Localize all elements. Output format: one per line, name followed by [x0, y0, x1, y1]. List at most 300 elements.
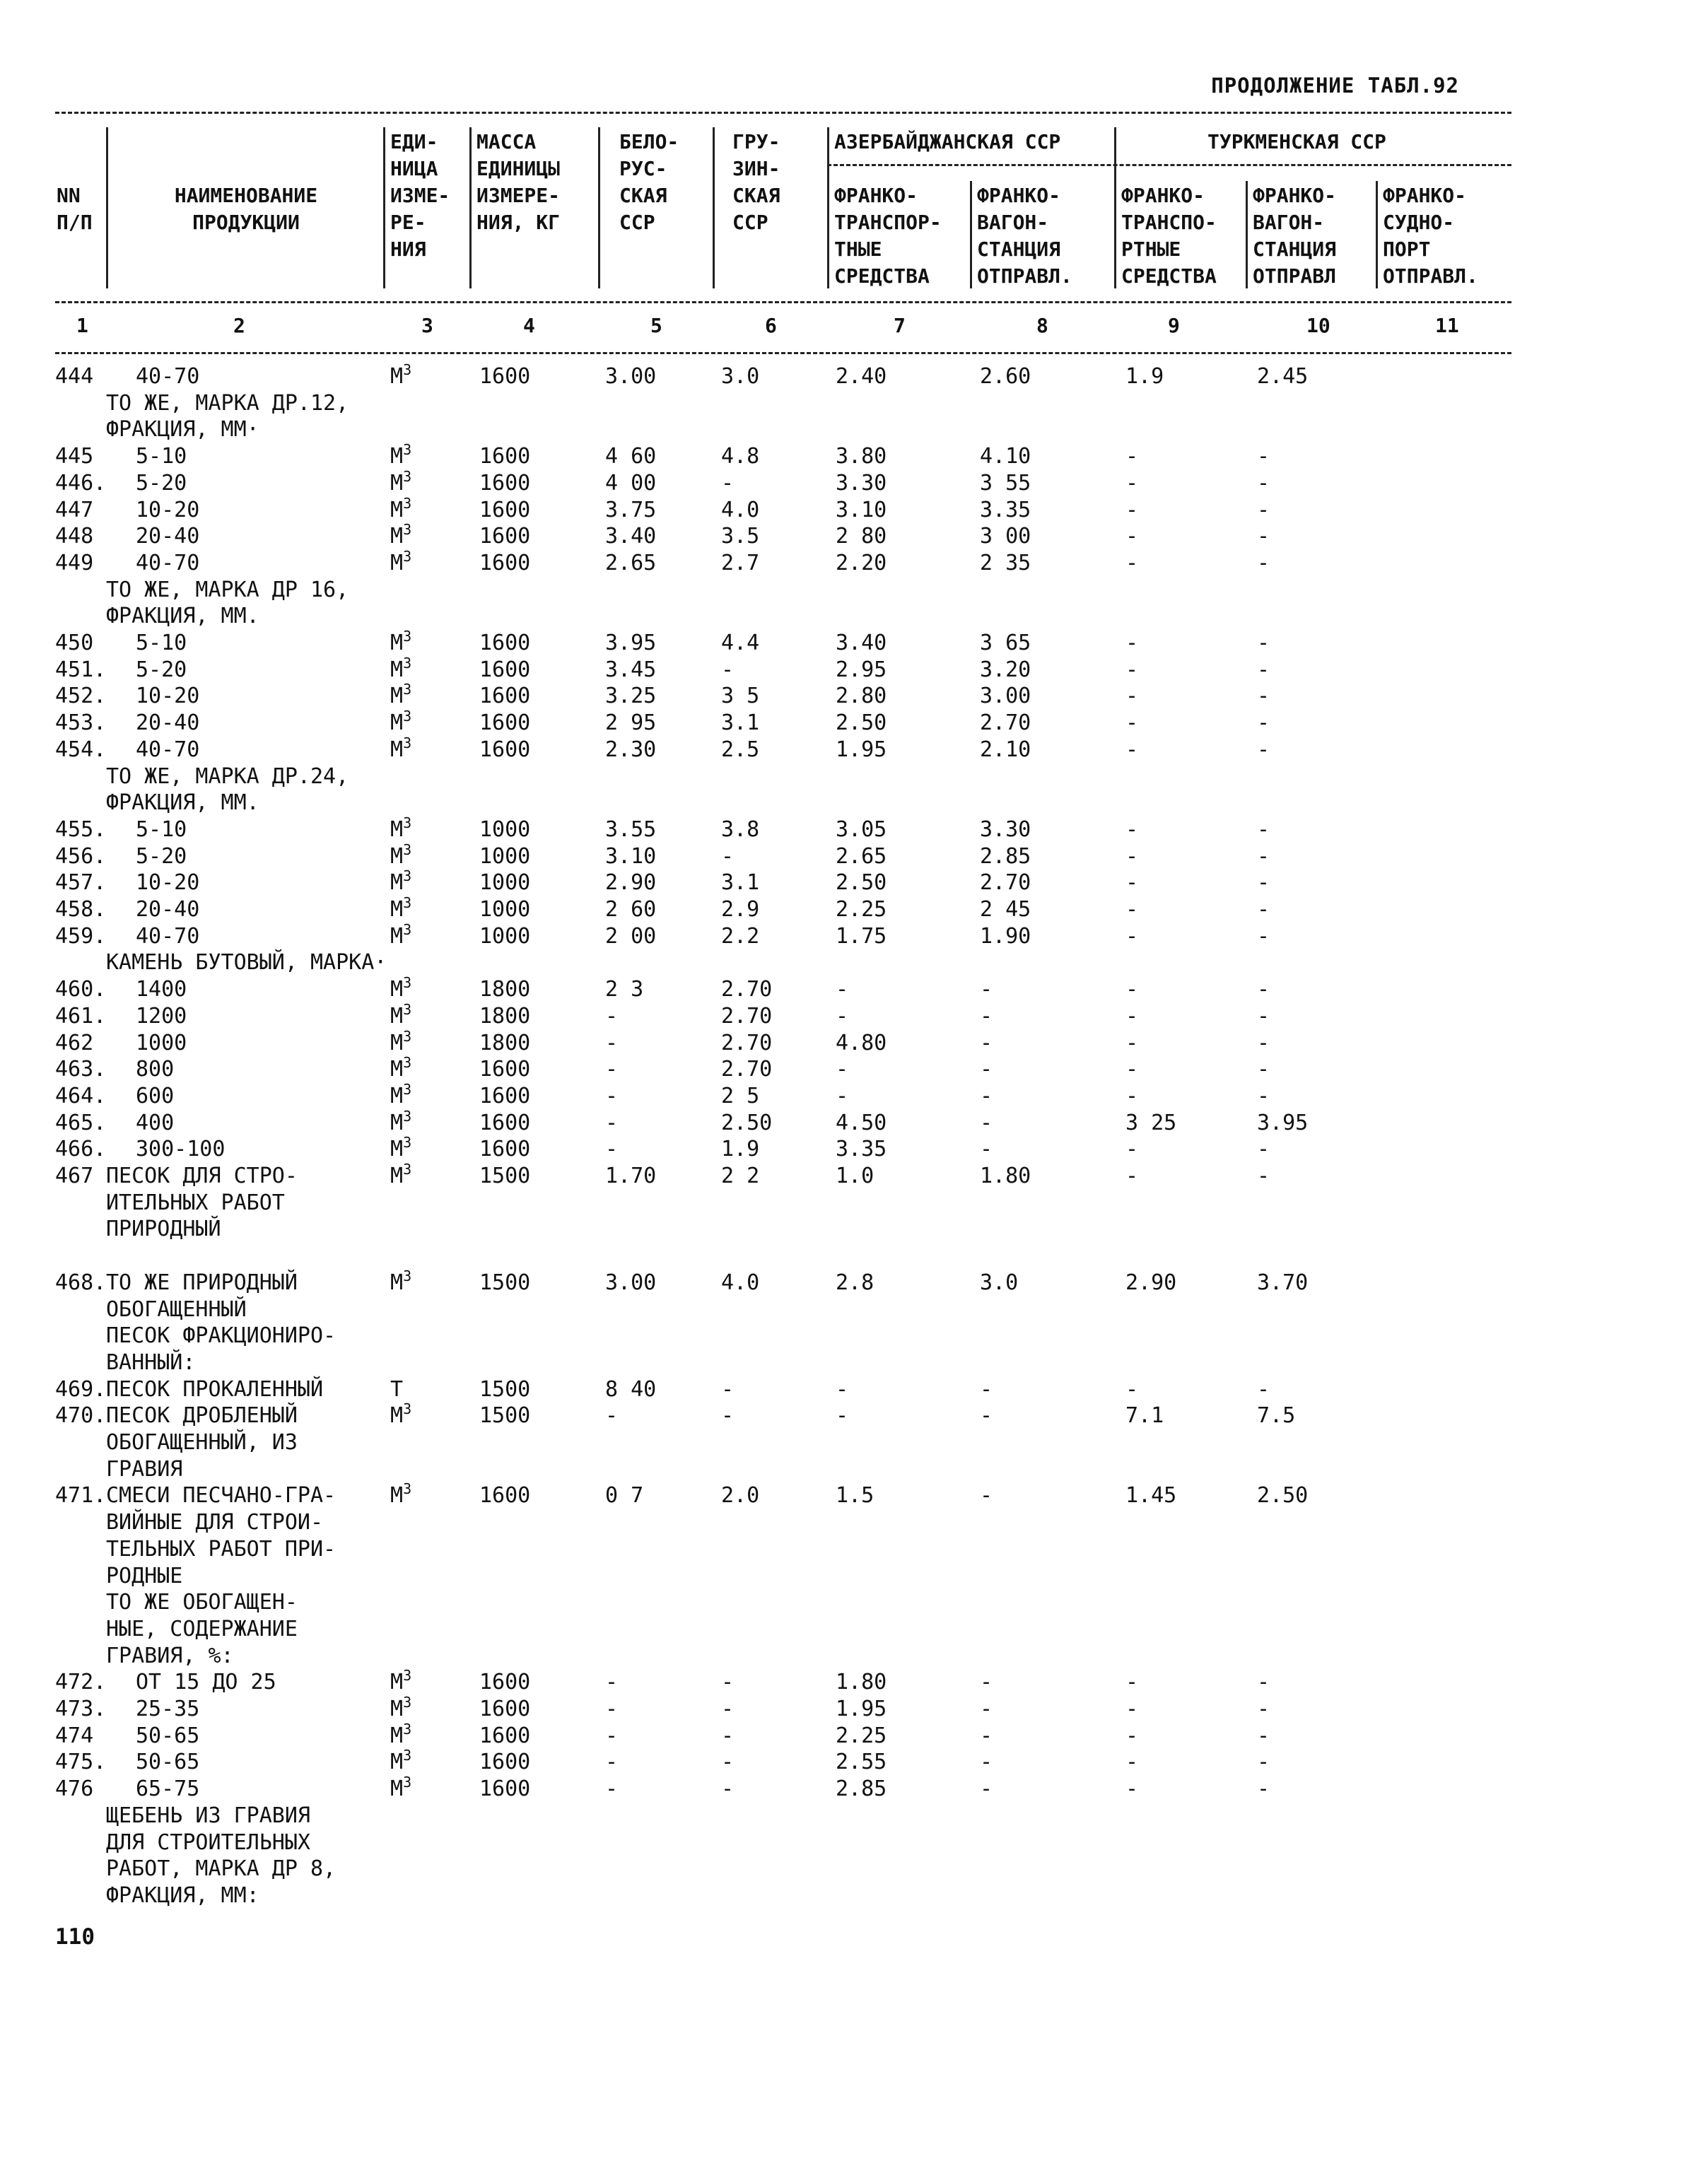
value-az2: 3.00	[980, 684, 1031, 709]
value-ge: 3 5	[721, 684, 760, 709]
unit-of-measure	[390, 920, 412, 950]
value-az2: 3 00	[980, 524, 1031, 549]
value-by: 3.25	[605, 684, 657, 709]
value-tm1: -	[1125, 1776, 1139, 1802]
value-tm1: -	[1125, 657, 1139, 682]
product-name: 5-10	[136, 816, 187, 842]
product-name-continuation: ПРИРОДНЫЙ	[106, 1217, 221, 1242]
unit-of-measure	[390, 896, 411, 923]
value-tm1: -	[1125, 816, 1139, 842]
value-by: -	[605, 1776, 619, 1802]
unit-symbol: М	[390, 657, 404, 682]
value-az1: 2.8	[836, 1270, 875, 1295]
unit-exponent: 3	[403, 1134, 412, 1152]
value-tm2: -	[1257, 710, 1270, 736]
value-tm1: -	[1125, 550, 1139, 575]
value-az2: -	[980, 1083, 993, 1108]
unit-of-measure	[390, 630, 411, 657]
value-az1: 3.35	[836, 1137, 887, 1162]
unit-symbol: М	[390, 923, 404, 949]
value-by: 3.40	[605, 524, 657, 549]
column-number: 5	[650, 314, 662, 337]
product-name-continuation: ОБОГАЩЕННЫЙ	[106, 1296, 247, 1322]
value-mass: 1500	[479, 1376, 531, 1402]
column-number: 2	[233, 314, 245, 337]
unit-symbol: М	[390, 1057, 404, 1082]
value-by: 3.10	[605, 843, 657, 869]
unit-symbol: М	[390, 816, 404, 842]
unit-symbol: М	[390, 1670, 404, 1695]
product-name-continuation: ДЛЯ СТРОИТЕЛЬНЫХ	[106, 1830, 310, 1855]
value-mass: 1600	[479, 657, 531, 682]
value-ge: 2.70	[721, 977, 773, 1002]
value-mass: 1600	[479, 1137, 531, 1162]
value-az1: 2.25	[836, 897, 887, 922]
value-az1: -	[836, 1083, 849, 1108]
row-number: 461.	[55, 1003, 107, 1029]
value-tm2: -	[1257, 1670, 1270, 1695]
row-number: 448	[55, 524, 94, 549]
row-number: 473.	[55, 1697, 107, 1721]
value-az2: 2.70	[980, 870, 1031, 896]
unit-of-measure	[390, 683, 411, 710]
unit-symbol: М	[390, 870, 404, 896]
value-by: 2 95	[605, 710, 657, 736]
unit-symbol: М	[390, 1750, 404, 1775]
value-az1: 2.50	[836, 870, 887, 896]
value-mass: 1600	[479, 1697, 531, 1721]
value-mass: 1600	[479, 1083, 531, 1108]
value-az1: 1.95	[836, 1697, 887, 1721]
value-by: 2 00	[605, 923, 657, 949]
unit-symbol: М	[390, 364, 404, 389]
unit-exponent: 3	[403, 814, 412, 831]
value-tm2: -	[1257, 657, 1270, 682]
value-mass: 1000	[479, 897, 531, 922]
value-ge: 3.1	[721, 710, 760, 736]
unit-exponent: 3	[403, 1720, 412, 1738]
value-by: -	[605, 1403, 619, 1429]
unit-of-measure	[390, 710, 411, 737]
value-by: 2.30	[605, 737, 657, 762]
value-by: 3.00	[605, 364, 657, 389]
value-ge: 2.70	[721, 1030, 773, 1055]
value-ge: 2.5	[721, 737, 760, 762]
row-number: 463.	[55, 1057, 107, 1082]
value-tm1: -	[1125, 444, 1139, 469]
unit-symbol: М	[390, 1776, 404, 1802]
value-ge: 3.0	[721, 364, 760, 389]
header-separator	[1114, 127, 1116, 288]
value-by: -	[605, 1057, 619, 1082]
value-az2: -	[980, 1110, 993, 1135]
product-name-continuation: ВАННЫЙ:	[106, 1350, 196, 1375]
value-ge: -	[721, 1750, 735, 1775]
value-mass: 1600	[479, 524, 531, 549]
product-name-continuation: КАМЕНЬ БУТОВЫЙ, МАРКА·	[106, 950, 387, 976]
value-az2: -	[980, 1403, 993, 1429]
unit-exponent: 3	[403, 1400, 412, 1418]
value-ge: 2.2	[721, 923, 760, 949]
value-az1: 1.75	[836, 923, 887, 949]
value-tm2: -	[1257, 631, 1270, 655]
value-by: 3.45	[605, 657, 657, 682]
unit-of-measure	[390, 443, 411, 470]
row-number: 464.	[55, 1083, 107, 1108]
product-name: 5-20	[136, 843, 187, 869]
unit-exponent: 3	[403, 681, 412, 698]
header-separator	[1376, 181, 1378, 288]
value-tm2: -	[1257, 1723, 1270, 1748]
header-unit: ЕДИ- НИЦА ИЗМЕ- РЕ- НИЯ	[390, 130, 450, 261]
unit-exponent: 3	[403, 920, 412, 938]
value-tm1: -	[1125, 870, 1139, 896]
unit-of-measure	[390, 1720, 412, 1750]
row-number: 447	[55, 497, 94, 522]
product-name: 10-20	[136, 870, 200, 896]
value-az1: -	[836, 977, 849, 1002]
value-by: -	[605, 1670, 619, 1695]
unit-of-measure	[390, 1400, 412, 1429]
header-top-rule	[55, 112, 1511, 114]
value-tm1: -	[1125, 1723, 1139, 1748]
product-name: 5-10	[136, 631, 187, 655]
value-az1: 2 80	[836, 524, 887, 549]
value-tm2: -	[1257, 1164, 1270, 1188]
value-by: 3.00	[605, 1270, 657, 1295]
product-name: 50-65	[136, 1750, 200, 1775]
row-number: 467	[55, 1164, 94, 1188]
value-mass: 1500	[479, 1403, 531, 1429]
unit-of-measure	[390, 654, 412, 684]
column-number: 7	[894, 314, 906, 337]
product-name-continuation: РОДНЫЕ	[106, 1563, 183, 1588]
product-name: ПЕСОК ПРОКАЛЕННЫЙ	[106, 1376, 324, 1402]
unit-exponent: 3	[403, 1107, 412, 1125]
product-name: 40-70	[136, 550, 200, 575]
unit-of-measure	[390, 547, 412, 577]
unit-of-measure	[390, 1136, 411, 1163]
product-name-continuation: ГРАВИЯ	[106, 1456, 183, 1482]
value-az2: 1.90	[980, 923, 1031, 949]
row-number: 446.	[55, 470, 107, 496]
value-mass: 1600	[479, 1776, 531, 1802]
value-tm2: -	[1257, 444, 1270, 469]
unit-of-measure	[390, 494, 412, 524]
value-tm2: -	[1257, 923, 1270, 949]
value-by: 2 3	[605, 977, 644, 1002]
value-mass: 1500	[479, 1270, 531, 1295]
unit-symbol: М	[390, 497, 404, 522]
row-number: 466.	[55, 1137, 107, 1162]
value-ge: 2.7	[721, 550, 760, 575]
product-name-continuation: НЫЕ, СОДЕРЖАНИЕ	[106, 1616, 298, 1641]
value-ge: 1.9	[721, 1137, 760, 1162]
product-name: ТО ЖЕ ПРИРОДНЫЙ	[106, 1270, 298, 1295]
value-ge: 2 5	[721, 1083, 760, 1108]
unit-symbol: М	[390, 1030, 404, 1055]
value-tm2: -	[1257, 1003, 1270, 1029]
unit-of-measure	[390, 843, 411, 870]
value-tm1: -	[1125, 897, 1139, 922]
unit-exponent: 3	[403, 1027, 412, 1045]
value-az2: 2.85	[980, 843, 1031, 869]
unit-exponent: 3	[403, 1080, 412, 1098]
value-tm1: -	[1125, 977, 1139, 1002]
value-az1: -	[836, 1403, 849, 1429]
row-number: 474	[55, 1723, 94, 1748]
header-mass: МАССА ЕДИНИЦЫ ИЗМЕРЕ- НИЯ, КГ	[476, 130, 561, 234]
value-mass: 1600	[479, 1483, 531, 1509]
value-tm1: -	[1125, 684, 1139, 709]
value-az2: -	[980, 1483, 993, 1509]
value-by: 4 60	[605, 444, 657, 469]
value-az2: 2.70	[980, 710, 1031, 736]
unit-symbol: М	[390, 1697, 404, 1721]
unit-exponent: 3	[403, 1694, 412, 1711]
value-az2: -	[980, 977, 993, 1002]
product-name: ОТ 15 ДО 25	[136, 1670, 276, 1695]
value-tm2: -	[1257, 1030, 1270, 1055]
value-tm1: -	[1125, 1083, 1139, 1108]
value-az1: 3.30	[836, 470, 887, 496]
value-by: 8 40	[605, 1376, 657, 1402]
value-mass: 1600	[479, 1110, 531, 1135]
value-by: -	[605, 1137, 619, 1162]
product-name-continuation: ФРАКЦИЯ, ММ:	[106, 1883, 259, 1908]
value-mass: 1800	[479, 1030, 531, 1055]
unit-symbol: М	[390, 1164, 404, 1188]
value-az1: 1.5	[836, 1483, 875, 1509]
unit-exponent: 3	[403, 654, 412, 672]
product-name: 800	[136, 1057, 175, 1082]
value-tm2: -	[1257, 550, 1270, 575]
row-number: 456.	[55, 843, 107, 869]
unit-of-measure	[390, 467, 412, 497]
unit-symbol: М	[390, 843, 404, 869]
row-number: 450	[55, 631, 94, 655]
value-az2: -	[980, 1776, 993, 1802]
unit-exponent: 3	[403, 1054, 412, 1072]
header-azerbaijan-group: АЗЕРБАЙДЖАНСКАЯ ССР	[834, 130, 1061, 153]
value-mass: 1600	[479, 470, 531, 496]
header-bottom-rule	[55, 301, 1511, 303]
unit-symbol: М	[390, 684, 404, 709]
value-tm1: -	[1125, 470, 1139, 496]
value-mass: 1600	[479, 737, 531, 762]
row-number: 475.	[55, 1750, 107, 1775]
unit-exponent: 3	[403, 494, 412, 512]
row-number: 458.	[55, 897, 107, 922]
unit-of-measure: Т	[390, 1376, 404, 1402]
row-number: 459.	[55, 923, 107, 949]
row-number: 476	[55, 1776, 94, 1802]
unit-of-measure	[390, 734, 412, 763]
value-by: 3.55	[605, 816, 657, 842]
value-tm1: -	[1125, 497, 1139, 522]
header-separator	[1246, 181, 1248, 288]
value-tm2: 3.70	[1257, 1270, 1309, 1295]
value-az1: -	[836, 1003, 849, 1029]
unit-exponent: 3	[403, 547, 412, 565]
value-ge: -	[721, 1776, 735, 1802]
value-ge: -	[721, 1697, 735, 1721]
value-tm2: -	[1257, 470, 1270, 496]
row-number: 454.	[55, 737, 107, 762]
header-separator	[827, 127, 829, 288]
unit-exponent: 3	[403, 361, 412, 378]
product-name-continuation: ФРАКЦИЯ, ММ.	[106, 790, 259, 816]
unit-of-measure	[390, 1696, 411, 1723]
value-tm1: -	[1125, 1697, 1139, 1721]
value-tm2: -	[1257, 1057, 1270, 1082]
product-name: 1400	[136, 977, 187, 1002]
product-name: СМЕСИ ПЕСЧАНО-ГРА-	[106, 1483, 337, 1509]
value-ge: 4.0	[721, 497, 760, 522]
header-separator	[598, 127, 600, 288]
unit-symbol: М	[390, 631, 404, 655]
product-name: ПЕСОК ДРОБЛЕНЫЙ	[106, 1403, 298, 1429]
value-az1: -	[836, 1376, 849, 1402]
value-by: 1.70	[605, 1164, 657, 1188]
product-name: 65-75	[136, 1776, 200, 1802]
value-tm2: -	[1257, 1776, 1270, 1802]
product-name: 50-65	[136, 1723, 200, 1748]
value-tm2: -	[1257, 870, 1270, 896]
header-separator	[970, 181, 972, 288]
value-az1: 2.80	[836, 684, 887, 709]
value-ge: 2.70	[721, 1057, 773, 1082]
row-number: 445	[55, 444, 94, 469]
value-tm2: -	[1257, 977, 1270, 1002]
value-az1: 2.20	[836, 550, 887, 575]
value-az1: 1.0	[836, 1164, 875, 1188]
unit-exponent: 3	[403, 734, 412, 751]
value-tm1: -	[1125, 1376, 1139, 1402]
value-by: -	[605, 1003, 619, 1029]
unit-of-measure	[390, 1267, 412, 1296]
unit-exponent: 3	[403, 467, 412, 485]
unit-symbol: М	[390, 1483, 404, 1509]
value-tm1: -	[1125, 524, 1139, 549]
header-turkmenistan-group: ТУРКМЕНСКАЯ ССР	[1207, 130, 1386, 153]
header-separator	[383, 127, 385, 288]
value-by: 0 7	[605, 1483, 644, 1509]
column-number: 6	[765, 314, 777, 337]
value-tm1: -	[1125, 843, 1139, 869]
product-name: 300-100	[136, 1137, 226, 1162]
value-tm2: 2.50	[1257, 1483, 1309, 1509]
row-number: 451.	[55, 657, 107, 682]
unit-of-measure	[390, 363, 411, 390]
value-ge: 4.4	[721, 631, 760, 655]
value-mass: 1600	[479, 1723, 531, 1748]
value-az1: 3.80	[836, 444, 887, 469]
unit-symbol: М	[390, 977, 404, 1002]
value-az2: 1.80	[980, 1164, 1031, 1188]
value-ge: 4.8	[721, 444, 760, 469]
value-mass: 1600	[479, 710, 531, 736]
row-number: 449	[55, 550, 94, 575]
unit-of-measure	[390, 1056, 411, 1083]
product-name: 40-70	[136, 737, 200, 762]
value-tm1: -	[1125, 1164, 1139, 1188]
value-az2: 3.30	[980, 816, 1031, 842]
value-az1: 2.40	[836, 364, 887, 389]
product-name-continuation: ОБОГАЩЕННЫЙ, ИЗ	[106, 1430, 298, 1455]
column-number: 1	[76, 314, 88, 337]
unit-exponent: 3	[403, 974, 412, 992]
value-az2: 2 45	[980, 897, 1031, 922]
value-ge: -	[721, 843, 735, 869]
column-number: 8	[1036, 314, 1048, 337]
value-ge: 2.50	[721, 1110, 773, 1135]
column-number: 9	[1168, 314, 1180, 337]
header-tm-wagon: ФРАНКО- ВАГОН- СТАНЦИЯ ОТПРАВЛ	[1253, 184, 1337, 288]
value-tm2: -	[1257, 1376, 1270, 1402]
value-mass: 1000	[479, 870, 531, 896]
unit-exponent: 3	[403, 1774, 412, 1791]
product-name-continuation: РАБОТ, МАРКА ДР 8,	[106, 1856, 337, 1882]
value-tm1: -	[1125, 737, 1139, 762]
unit-symbol: М	[390, 1270, 404, 1295]
unit-of-measure	[390, 1776, 411, 1803]
unit-symbol: М	[390, 524, 404, 549]
unit-exponent: 3	[403, 867, 412, 885]
value-tm1: 1.9	[1125, 364, 1164, 389]
value-az1: 2.55	[836, 1750, 887, 1775]
value-az2: -	[980, 1057, 993, 1082]
value-az1: 2.85	[836, 1776, 887, 1802]
value-az2: 4.10	[980, 444, 1031, 469]
value-az2: 2.60	[980, 364, 1031, 389]
value-ge: -	[721, 1376, 735, 1402]
value-az2: -	[980, 1137, 993, 1162]
value-az1: 1.80	[836, 1670, 887, 1695]
value-az2: 3 55	[980, 470, 1031, 496]
value-az1: 2.25	[836, 1723, 887, 1748]
column-numbers-rule	[55, 352, 1511, 354]
value-az2: 3.0	[980, 1270, 1019, 1295]
value-ge: 4.0	[721, 1270, 760, 1295]
column-number: 10	[1306, 314, 1330, 337]
product-name-continuation: ЩЕБЕНЬ ИЗ ГРАВИЯ	[106, 1803, 310, 1828]
value-tm1: 2.90	[1125, 1270, 1177, 1295]
product-name-continuation: ГРАВИЯ, %:	[106, 1643, 234, 1668]
header-name: НАИМЕНОВАНИЕ ПРОДУКЦИИ	[174, 184, 318, 234]
value-ge: 3.8	[721, 816, 760, 842]
column-number: 3	[421, 314, 433, 337]
value-by: -	[605, 1750, 619, 1775]
value-mass: 1600	[479, 1057, 531, 1082]
product-name: 20-40	[136, 524, 200, 549]
value-ge: -	[721, 1403, 735, 1429]
value-tm1: -	[1125, 1030, 1139, 1055]
value-ge: -	[721, 1670, 735, 1695]
product-name: 5-20	[136, 657, 187, 682]
row-number: 469.	[55, 1376, 107, 1402]
value-by: -	[605, 1110, 619, 1135]
row-number: 470.	[55, 1403, 107, 1429]
row-number: 462	[55, 1030, 94, 1055]
header-az-wagon: ФРАНКО- ВАГОН- СТАНЦИЯ ОТПРАВЛ.	[977, 184, 1072, 288]
value-az2: -	[980, 1670, 993, 1695]
unit-symbol: М	[390, 1003, 404, 1029]
value-az2: 3 65	[980, 631, 1031, 655]
header-no: NN П/П	[57, 184, 93, 234]
value-az2: 3.20	[980, 657, 1031, 682]
unit-symbol: М	[390, 710, 404, 736]
